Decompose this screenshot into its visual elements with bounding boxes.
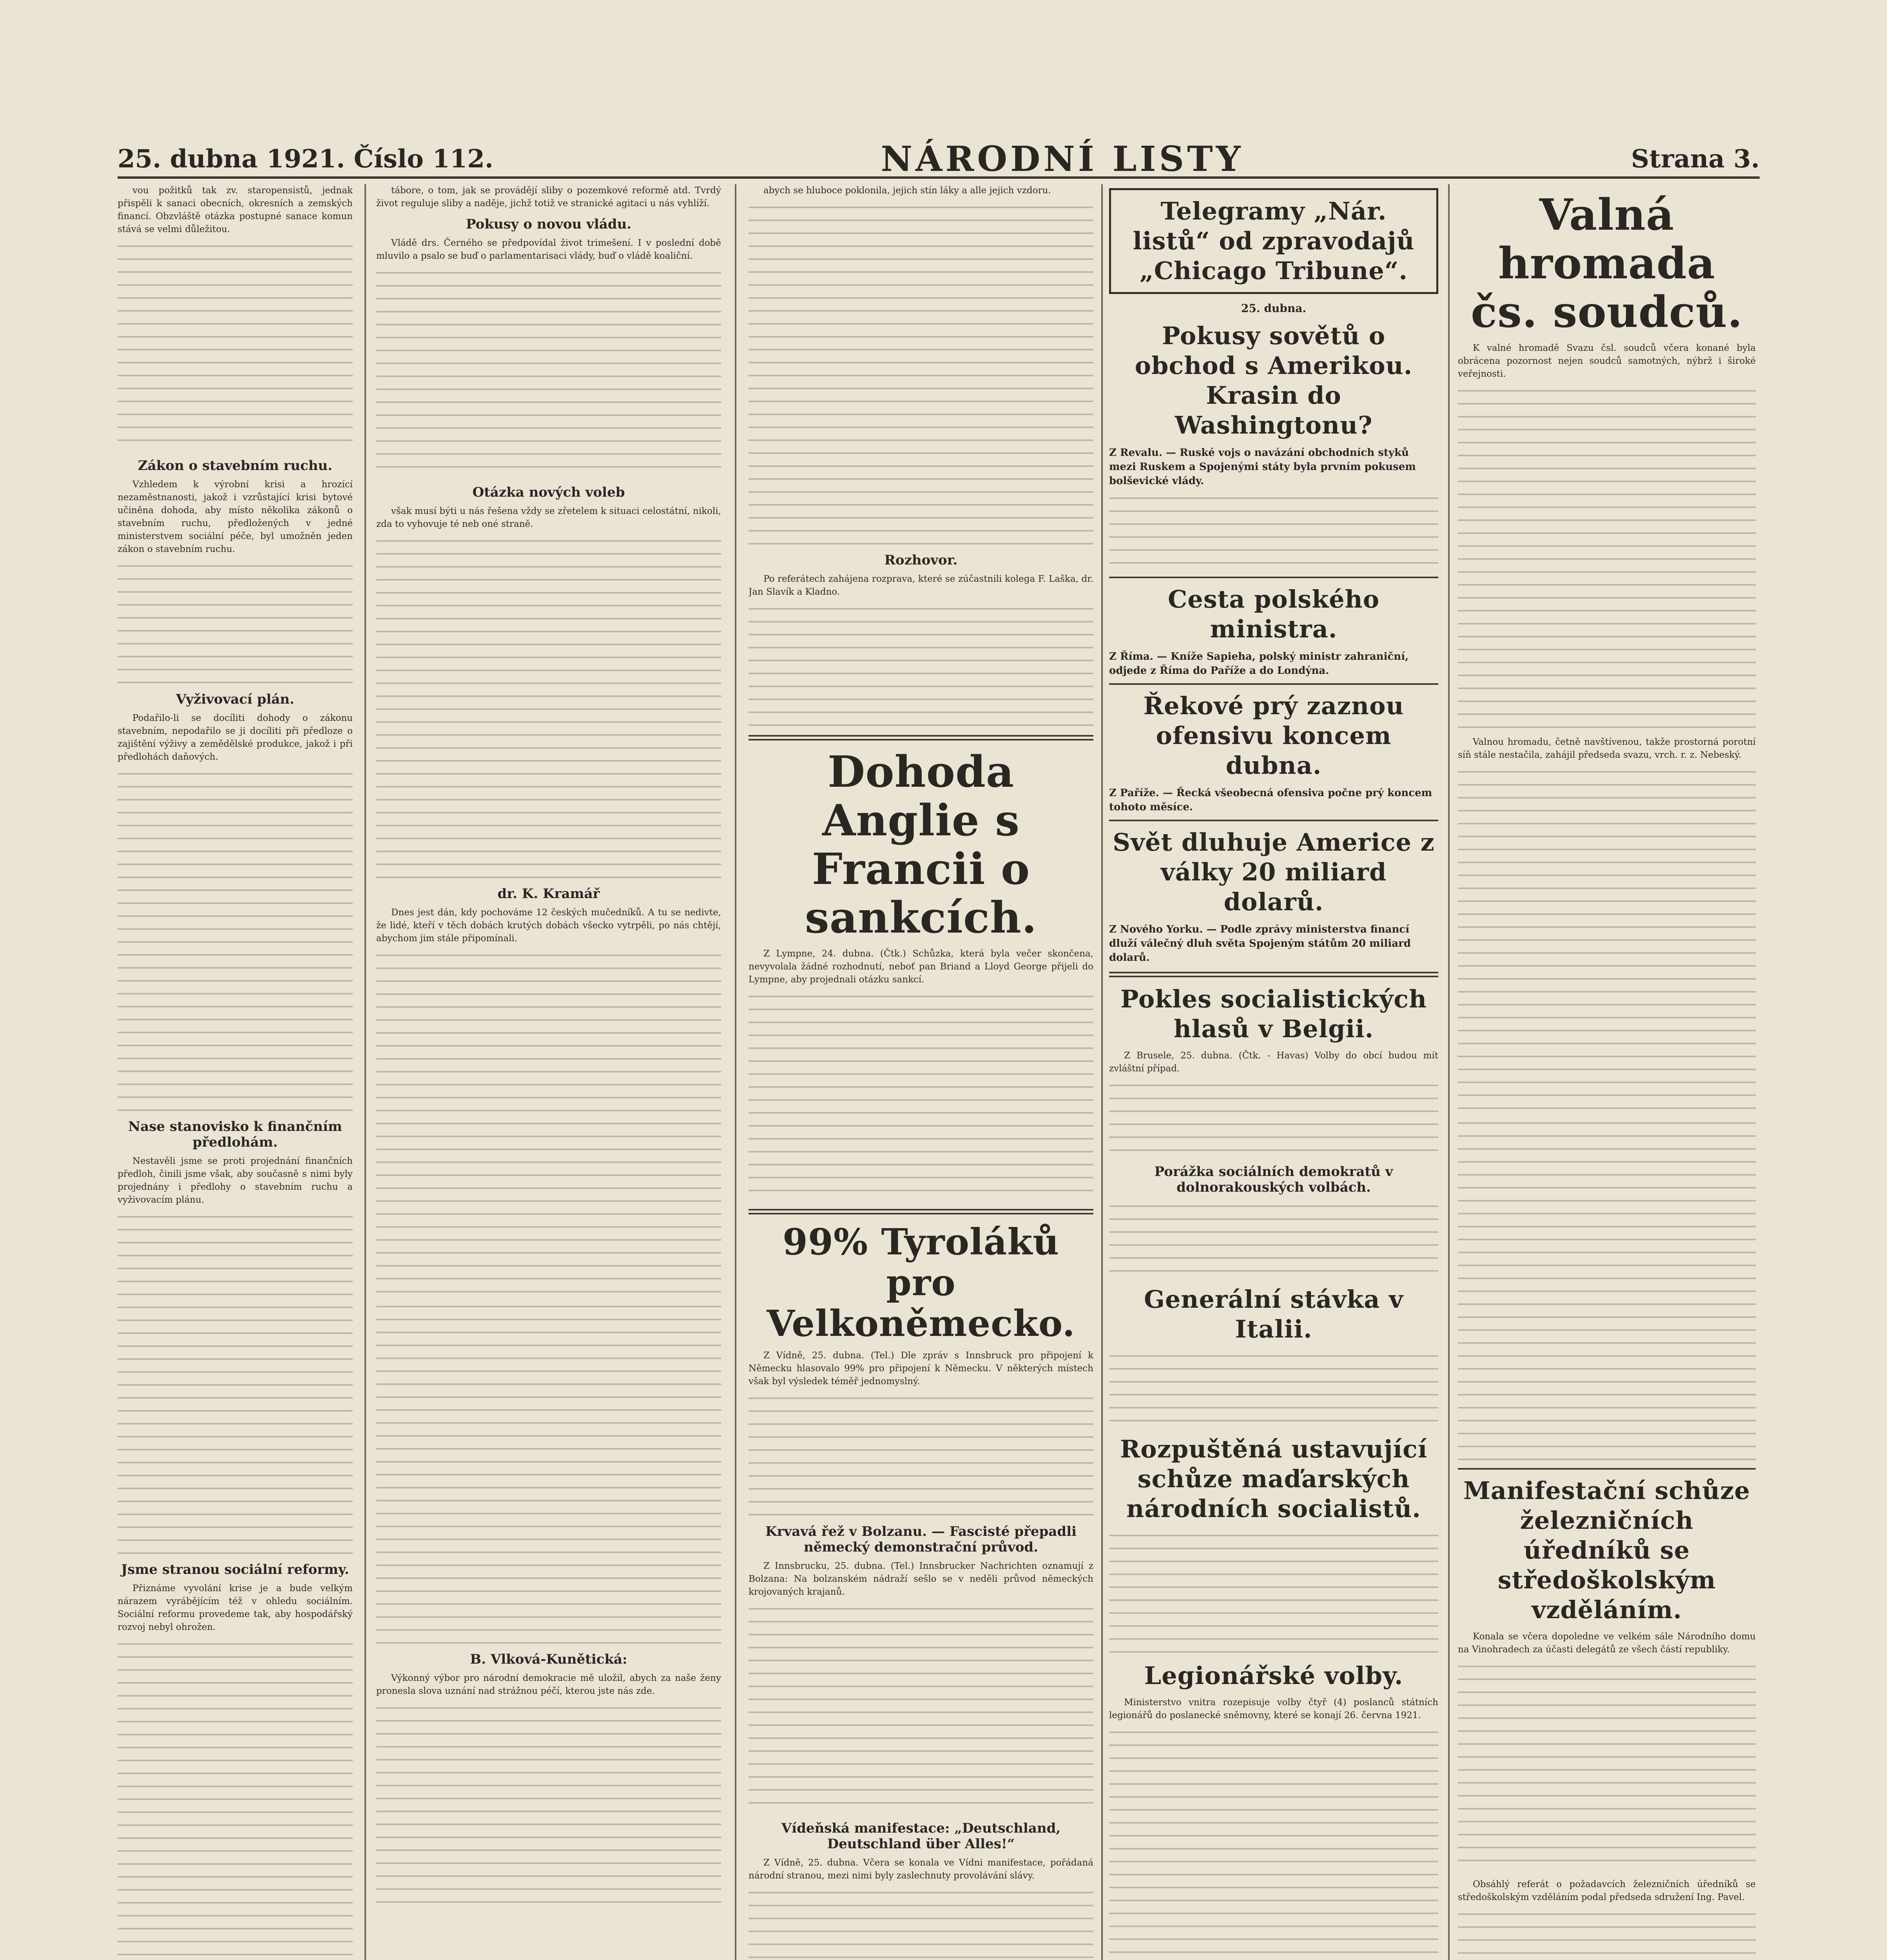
- column-3: [749, 184, 1093, 1960]
- text-block: [376, 1300, 721, 1645]
- column-5: [1458, 184, 1756, 1960]
- headline: Legionářské volby.: [1144, 1661, 1403, 1690]
- masthead-title: NÁRODNÍ LISTY: [881, 138, 1244, 179]
- text-block: [1458, 1908, 1756, 1960]
- article-paragraph: Z Brusele, 25. dubna. (Čtk. - Havas) Volby do obcí budou mít zvláštní případ.: [1109, 1051, 1438, 1074]
- article-paragraph: Valnou hromadu, četně navštívenou, takže prostorná porotní síň stále nestačila, zahájil předseda svazu, vrch. r. z. Nebeský.: [1458, 737, 1756, 760]
- text-block: [118, 768, 353, 1112]
- article-paragraph: Z Vídně, 25. dubna. (Tel.) Dle zpráv s Innsbruck pro připojení k Německu hlasovalo 99% pro připojení k Německu. V některých místech však byl výsledek téměř jednomyslný.: [749, 1350, 1093, 1387]
- article-paragraph: Výkonný výbor pro národní demokracie mě uložil, abych za naše ženy pronesla slova uznání nad strážnou péčí, kterou jste nás zde.: [376, 1673, 721, 1696]
- separator: [1458, 1468, 1756, 1470]
- section-heading: Otázka nových voleb: [472, 485, 625, 500]
- column-1: [118, 184, 353, 1960]
- headline: Valná hromada čs. soudců.: [1471, 189, 1743, 337]
- text-block: [376, 267, 721, 478]
- headline: Pokusy sovětů o obchod s Amerikou. Krasin do Washingtonu?: [1135, 321, 1413, 439]
- text-block: [118, 1210, 353, 1555]
- section-heading: Pokusy o novou vládu.: [466, 216, 632, 232]
- section-heading: Krvavá řež v Bolzanu. — Fascisté přepadli německý demonstrační průvod.: [765, 1524, 1077, 1555]
- article-paragraph: K valné hromadě Svazu čsl. soudců včera konané byla obrácena pozornost nejen soudců samotných, nýbrž i široké veřejnosti.: [1458, 343, 1756, 379]
- column-4: [1109, 184, 1438, 1960]
- article-paragraph: Obsáhlý referát o požadavcích železničních úředníků se středoškolským vzděláním podal předseda sdružení Ing. Pavel.: [1458, 1879, 1756, 1902]
- text-block: [749, 1602, 1093, 1814]
- text-block: [1458, 766, 1756, 1111]
- article-lead: Z Nového Yorku. — Podle zprávy ministerstva financí dluží válečný dluh světa Spojeným státům 20 miliard dolarů.: [1109, 924, 1411, 964]
- text-block: [1109, 492, 1438, 570]
- text-block: [1109, 1529, 1438, 1655]
- headline: Pokles socialistických hlasů v Belgii.: [1120, 985, 1427, 1043]
- article-paragraph: Konala se včera dopoledne ve velkém sále Národního domu na Vinohradech za účasti delegátů ze všech částí republiky.: [1458, 1632, 1756, 1655]
- column-rule: [364, 184, 366, 1960]
- text-block: [118, 1638, 353, 1960]
- article-paragraph: Dnes jest dán, kdy pochováme 12 českých mučedníků. A tu se nedivte, že lidé, kteří v těch dobách krutých dobách všecko vytrpěli, po nás chtějí, abychom jim stále připomínali.: [376, 907, 721, 944]
- text-block: [749, 1886, 1093, 1960]
- section-heading: Porážka sociálních demokratů v dolnorakouských volbách.: [1154, 1164, 1393, 1195]
- article-paragraph: tábore, o tom, jak se provádějí sliby o pozemkové reformě atd. Tvrdý život reguluje sliby a naděje, jichž totiž ve stranické agitaci u nás vyhlíží.: [376, 185, 721, 209]
- text-block: [118, 560, 353, 685]
- column-2: [376, 184, 721, 1960]
- headline: Cesta polského ministra.: [1167, 585, 1380, 643]
- column-rule: [1101, 184, 1103, 1960]
- double-rule: [749, 735, 1093, 740]
- text-block: [376, 949, 721, 1294]
- text-block: [749, 990, 1093, 1202]
- double-rule: [749, 1209, 1093, 1214]
- section-heading: B. Vlková-Kunětická:: [470, 1651, 627, 1667]
- article-paragraph: Vzhledem k výrobní krisi a hrozící nezaměstnanosti, jakož i vzrůstající krisi bytové učiněna dohoda, aby místo několika zákonů o stavebním ruchu, předložených v jedné ministerstvem sociální péče, byl umožněn jeden zákon o stavebním ruchu.: [118, 479, 353, 554]
- article-paragraph: Podařilo-li se docíliti dohody o zákonu stavebním, nepodařilo se ji docíliti při předloze o zajištění výživy a zemědělské produkce, jakož i při předlohách daňových.: [118, 713, 353, 762]
- text-block: [1458, 385, 1756, 730]
- section-heading: Vyživovací plán.: [176, 691, 294, 707]
- article-paragraph: Z Lympne, 24. dubna. (Čtk.) Schůzka, která byla večer skončena, nevyvolala žádné rozhodnutí, neboť pan Briand a Lloyd George přijeli do Lympne, aby projednali otázku sankcí.: [749, 949, 1093, 985]
- section-heading: dr. K. Kramář: [497, 886, 600, 902]
- issue-date: 25. dubna 1921. Číslo 112.: [118, 144, 494, 174]
- headline: Generální stávka v Italii.: [1144, 1285, 1403, 1343]
- section-heading: Nase stanovisko k finančním předlohám.: [128, 1119, 342, 1150]
- column-rule: [735, 184, 736, 1960]
- headline: 99% Tyroláků pro Velkoněmecko.: [767, 1221, 1075, 1345]
- page-header: [118, 138, 1760, 179]
- article-lead: Z Paříže. — Řecká všeobecná ofensiva počne prý koncem tohoto měsíce.: [1109, 787, 1432, 813]
- article-paragraph: Vládě drs. Černého se předpovídal život trimešení. I v poslední době mluvilo a psalo se buď o parlamentarisaci vlády, buď o vládě koaliční.: [376, 238, 721, 261]
- text-block: [118, 240, 353, 452]
- section-heading: Rozhovor.: [884, 552, 958, 568]
- text-block: [749, 1392, 1093, 1517]
- article-paragraph: Nestavěli jsme se proti projednání finančních předloh, činili jsme však, aby současně s nimi byly projednány i předlohy o stavebním ruchu a vyživovacím plánu.: [118, 1156, 353, 1205]
- headline: Řekové prý zaznou ofensivu koncem dubna.: [1143, 691, 1404, 780]
- article-paragraph: Přiznáme vyvolání krise je a bude velkým nárazem vyrábějícím též v ohledu sociálním. Sociální reformu provedeme tak, aby hospodářský rozvoj nebyl ohrožen.: [118, 1583, 353, 1632]
- text-block: [376, 535, 721, 880]
- article-paragraph: Po referátech zahájena rozprava, které se zúčastnili kolega F. Laška, dr. Jan Slavík a Kladno.: [749, 574, 1093, 597]
- article-paragraph: Z Innsbrucku, 25. dubna. (Tel.) Innsbrucker Nachrichten oznamují z Bolzana: Na bolzanském nádraží sešlo se v neděli průvod německých krojovaných krajanů.: [749, 1561, 1093, 1597]
- article-lead: Z Říma. — Kníže Sapieha, polský ministr zahraniční, odjede z Říma do Paříže a do Londýna.: [1109, 651, 1409, 677]
- separator: [1109, 820, 1438, 821]
- section-heading: Jsme stranou sociální reformy.: [121, 1562, 349, 1577]
- telegram-box-title: Telegramy „Nár. listů“ od zpravodajů „Chicago Tribune“.: [1133, 197, 1415, 285]
- text-block: [1109, 1079, 1438, 1158]
- separator: [1109, 683, 1438, 685]
- telegram-box: [1109, 188, 1438, 294]
- article-paragraph: Z Vídně, 25. dubna. Včera se konala ve Vídni manifestace, pořádaná národní stranou, mezi nimi byly zaslechnuty provolávání slávy.: [749, 1858, 1093, 1881]
- article-paragraph: Ministerstvo vnitra rozepisuje volby čtyř (4) poslanců státních legionářů do poslanecké sněmovny, které se konají 26. června 1921.: [1109, 1697, 1438, 1720]
- section-heading: Vídeňská manifestace: „Deutschland, Deutschland über Alles!“: [781, 1820, 1061, 1852]
- text-block: [376, 1702, 721, 1913]
- headline: Rozpuštěná ustavující schůze maďarských národních socialistů.: [1120, 1435, 1428, 1523]
- article-paragraph: však musí býti u nás řešena vždy se zřetelem k situaci celostátní, nikoli, zda to vyhovuje té neb oné straně.: [376, 506, 721, 529]
- dateline: 25. dubna.: [1241, 302, 1307, 315]
- text-block: [749, 201, 1093, 546]
- article-paragraph: vou požitků tak zv. staropensistů, jednak přispěli k sanaci obecních, okresních a zemských financí. Obzvláště otázka postupné sanace komun stává se velmi důležitou.: [118, 185, 353, 234]
- text-block: [1109, 1726, 1438, 1960]
- text-block: [1458, 1117, 1756, 1462]
- article-paragraph: abych se hluboce poklonila, jejich stín láky a alle jejich vzdoru.: [763, 185, 1051, 196]
- double-rule: [1109, 972, 1438, 977]
- page-number: Strana 3.: [1631, 144, 1760, 174]
- article-lead: Z Revalu. — Ruské vojs o navázání obchodních styků mezi Ruskem a Spojenými státy byla prvním pokusem bolševické vlády.: [1109, 447, 1416, 487]
- separator: [1109, 577, 1438, 578]
- column-rule: [1448, 184, 1450, 1960]
- text-block: [1458, 1660, 1756, 1872]
- text-block: [1109, 1350, 1438, 1428]
- headline: Manifestační schůze železničních úředníků se středoškolským vzděláním.: [1463, 1476, 1750, 1624]
- section-heading: Zákon o stavebním ruchu.: [138, 458, 333, 474]
- text-block: [749, 603, 1093, 728]
- text-block: [1109, 1200, 1438, 1278]
- headline: Svět dluhuje Americe z války 20 miliard dolarů.: [1113, 828, 1435, 916]
- headline: Dohoda Anglie s Francii o sankcích.: [805, 746, 1037, 943]
